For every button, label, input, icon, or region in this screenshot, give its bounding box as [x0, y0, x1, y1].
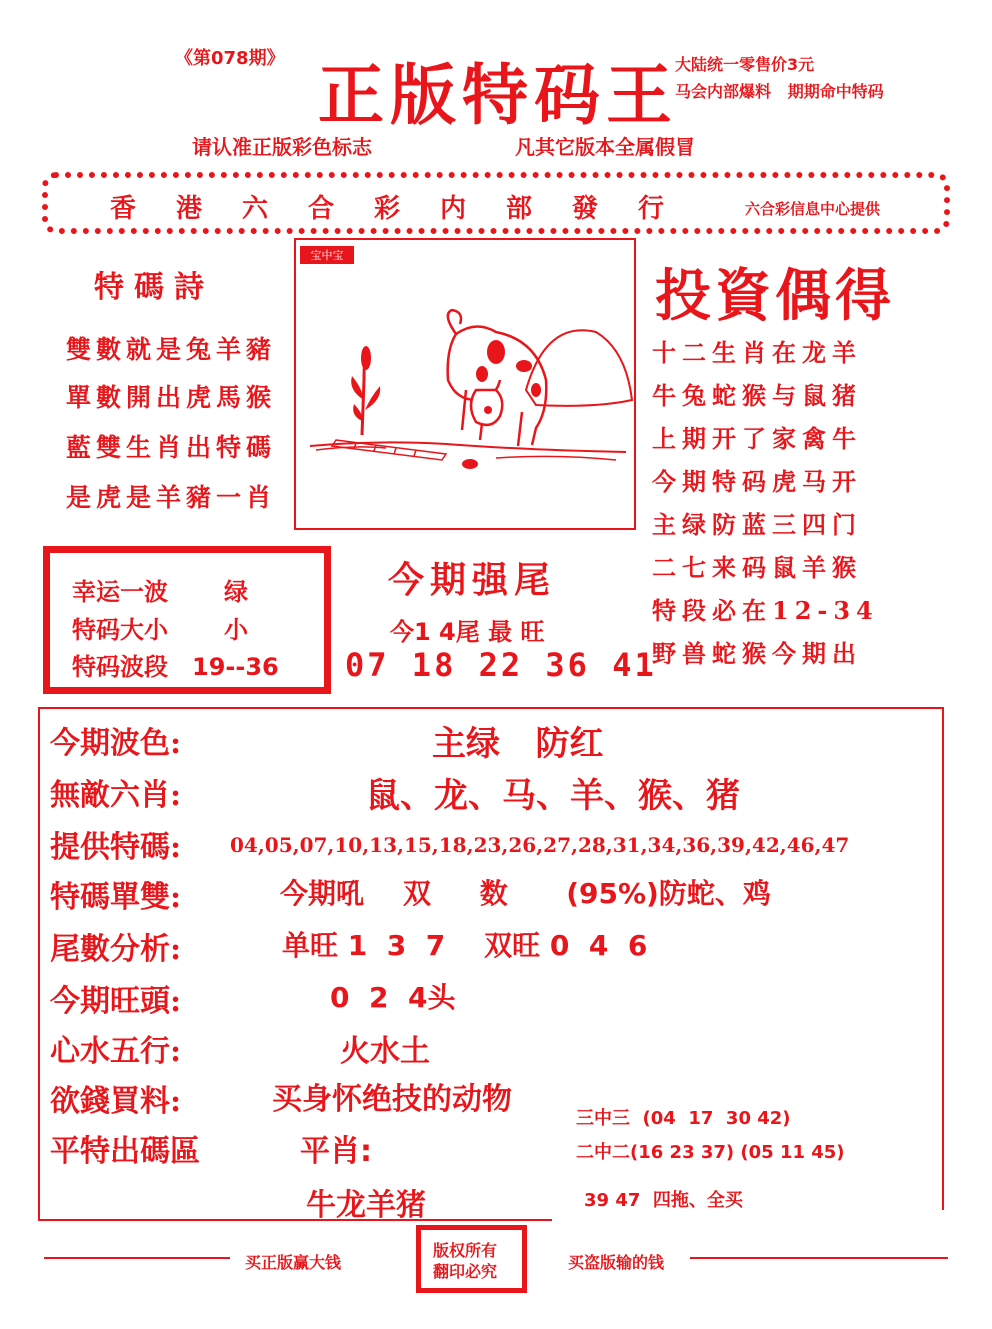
- row-label-numbers: 提供特碼:: [50, 830, 182, 865]
- box-gap: [552, 1210, 952, 1230]
- right-line: 二七来码鼠羊猴: [652, 553, 862, 582]
- row-value-five-elements: 火水土: [340, 1034, 430, 1069]
- poem-line: 雙數就是兔羊豬: [66, 335, 277, 364]
- stamp-text: 宝中宝: [310, 249, 344, 262]
- row-value-six-zodiac: 鼠、龙、马、羊、猴、猪: [366, 776, 740, 816]
- poem-line: 單數開出虎馬猴: [66, 383, 277, 412]
- row-value-head: 0 2 4头: [330, 981, 456, 1014]
- row-value-tail-analysis: 单旺 1 3 7 双旺 0 4 6: [282, 929, 648, 962]
- row-label-buy-info: 欲錢買料:: [50, 1084, 182, 1119]
- row-value-odd-even: 今期吼 双 数 (95%)防蛇、鸡: [280, 877, 771, 910]
- lucky-value: 绿: [224, 578, 248, 606]
- row-label-color: 今期波色:: [50, 726, 182, 761]
- copyright-line2: 翻印必究: [433, 1262, 498, 1281]
- footer-left: 买正版赢大钱: [245, 1253, 342, 1272]
- tail-subtitle: 今1 4尾 最 旺: [390, 618, 545, 646]
- page-title: 正版特码王: [318, 56, 678, 134]
- copyright-line1: 版权所有: [433, 1241, 498, 1260]
- row-value-flat: 平肖:: [300, 1134, 372, 1169]
- right-line: 牛兔蛇猴与鼠猪: [652, 381, 862, 410]
- right-line: 特段必在12-34: [652, 596, 879, 625]
- lucky-row: [72, 647, 279, 682]
- footer-right: 买盗版输的钱: [568, 1253, 665, 1272]
- row-label-odd-even: 特碼單雙:: [50, 880, 182, 915]
- row-value-numbers: 04,05,07,10,13,15,18,23,26,27,28,31,34,36,39,42,46,47: [230, 833, 850, 857]
- banner-text: 香港六合彩内部發行: [110, 194, 705, 224]
- right-line: 十二生肖在龙羊: [652, 338, 862, 367]
- footer-rule-left: [44, 1257, 230, 1259]
- right-line: 上期开了家禽牛: [652, 424, 862, 453]
- flat-zodiac: 牛龙羊猪: [306, 1188, 426, 1223]
- lucky-value: 小: [224, 616, 248, 644]
- tail-numbers: 07 18 22 36 41: [345, 646, 657, 684]
- notice-left: 请认准正版彩色标志: [192, 135, 372, 159]
- right-line: 野兽蛇猴今期出: [652, 639, 862, 668]
- row-value-buy-info: 买身怀绝技的动物: [272, 1082, 512, 1117]
- tail-title: 今期强尾: [388, 559, 557, 601]
- ox-illustration: [294, 238, 636, 530]
- ox-drawing: [296, 240, 634, 528]
- row-label-five-elements: 心水五行:: [50, 1034, 182, 1069]
- tagline: 马会内部爆料 期期命中特码: [675, 82, 884, 101]
- row-value-color: 主绿 防红: [432, 724, 604, 764]
- side-drag: 39 47 四拖、全买: [584, 1190, 743, 1211]
- lucky-label: 特码波段: [72, 653, 168, 681]
- poem-line: 是虎是羊豬一肖: [66, 483, 277, 512]
- lucky-row: [72, 572, 248, 607]
- side-three-hit: 三中三 (04 17 30 42): [576, 1108, 791, 1129]
- footer-rule-right: [690, 1257, 948, 1259]
- lucky-row: [72, 610, 248, 645]
- poem-line: 藍雙生肖出特碼: [66, 433, 277, 462]
- row-label-flat: 平特出碼區: [50, 1134, 200, 1169]
- side-two-hit: 二中二(16 23 37) (05 11 45): [576, 1142, 845, 1163]
- right-line: 今期特码虎马开: [652, 467, 862, 496]
- right-line: 主绿防蓝三四门: [652, 510, 862, 539]
- lucky-value: 19--36: [192, 653, 279, 681]
- notice-right: 凡其它版本全属假冒: [515, 135, 695, 159]
- row-label-head: 今期旺頭:: [50, 984, 182, 1019]
- issue-number: 《第078期》: [175, 48, 285, 69]
- poem-title: 特碼詩: [94, 270, 214, 305]
- right-title: 投資偶得: [655, 263, 895, 329]
- lucky-label: 幸运一波: [72, 578, 168, 606]
- lucky-label: 特码大小: [72, 616, 168, 644]
- banner-provider: 六合彩信息中心提供: [745, 200, 881, 218]
- row-label-tail-analysis: 尾數分析:: [50, 932, 182, 967]
- row-label-six-zodiac: 無敵六肖:: [50, 778, 182, 813]
- price-line: 大陆统一零售价3元: [675, 55, 815, 74]
